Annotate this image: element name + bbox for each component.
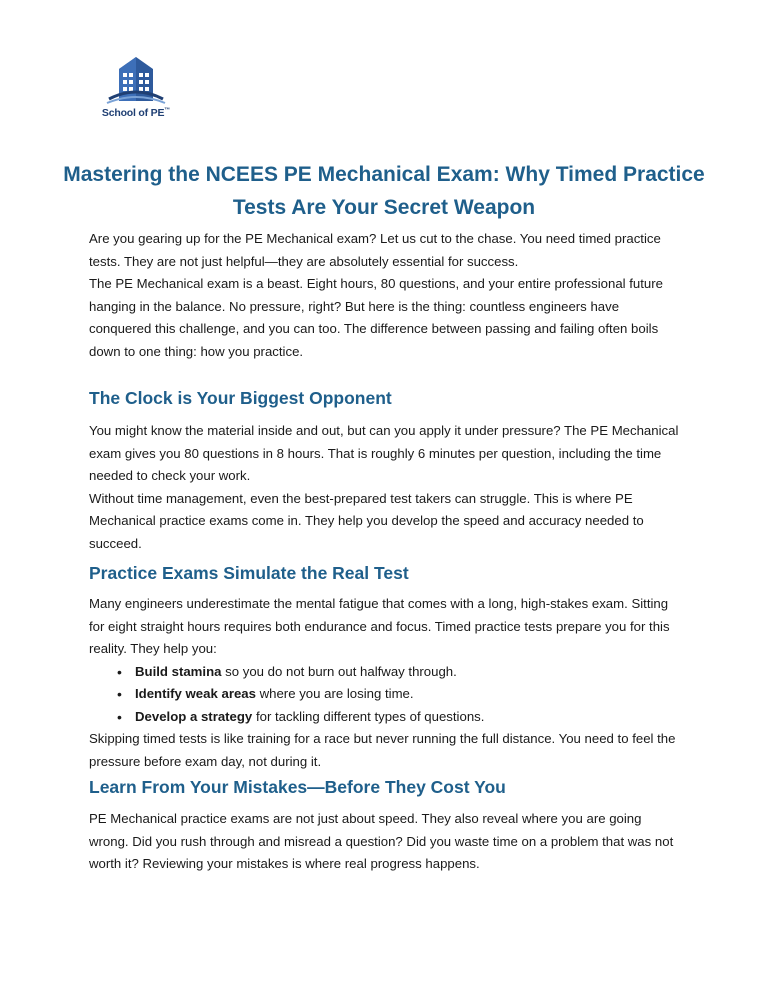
list-item: • Build stamina so you do not burn out halfway through.	[135, 661, 681, 684]
page-title: Mastering the NCEES PE Mechanical Exam: Why Timed Practice Tests Are Your Secret Weapon	[63, 163, 705, 219]
school-of-pe-logo	[95, 55, 177, 125]
section-paragraph: Many engineers underestimate the mental fatigue that comes with a long, high-stakes exam. Sitting for eight straight hours requires both endurance and focus. Timed practice tests prepare you for this reality. They help you:	[89, 596, 670, 656]
building-logo-icon	[95, 55, 177, 107]
section-mistakes	[89, 777, 681, 876]
intro	[89, 228, 681, 363]
section-heading: Practice Exams Simulate the Real Test	[89, 563, 409, 583]
section-paragraph: PE Mechanical practice exams are not just about speed. They also reveal where you are going wrong. Did you rush through and misread a question? Did you waste time on a problem that was not worth it? Reviewing your mistakes is where real progress happens.	[89, 811, 674, 871]
section-heading: The Clock is Your Biggest Opponent	[89, 388, 392, 408]
list-item: • Develop a strategy for tackling different types of questions.	[135, 706, 681, 729]
intro-paragraph: The PE Mechanical exam is a beast. Eight hours, 80 questions, and your entire professional future hanging in the balance. No pressure, right? But here is the thing: countless engineers have conquered this challenge, and you can too. The difference between passing and failing often boils down to one thing: how you practice.	[89, 276, 663, 359]
list-item: • Identify weak areas where you are losing time.	[135, 683, 681, 706]
section-heading: Learn From Your Mistakes—Before They Cost You	[89, 777, 506, 797]
logo-trademark: ™	[164, 107, 171, 114]
section-clock	[89, 388, 681, 555]
section-paragraph: Without time management, even the best-prepared test takers can struggle. This is where PE Mechanical practice exams come in. They help you develop the speed and accuracy needed to succeed.	[89, 490, 644, 551]
section-paragraph: Skipping timed tests is like training for a race but never running the full distance. You need to feel the pressure before exam day, not during it.	[89, 731, 676, 769]
section-simulate	[89, 563, 681, 773]
benefits-list	[89, 661, 681, 729]
intro-paragraph: Are you gearing up for the PE Mechanical exam? Let us cut to the chase. You need timed practice tests. They are not just helpful—they are absolutely essential for success.	[89, 231, 661, 269]
logo-text: School of PE	[101, 107, 165, 119]
section-paragraph: You might know the material inside and out, but can you apply it under pressure? The PE Mechanical exam gives you 80 questions in 8 hours. That is roughly 6 minutes per question, including the time needed to check your work.	[89, 423, 679, 483]
